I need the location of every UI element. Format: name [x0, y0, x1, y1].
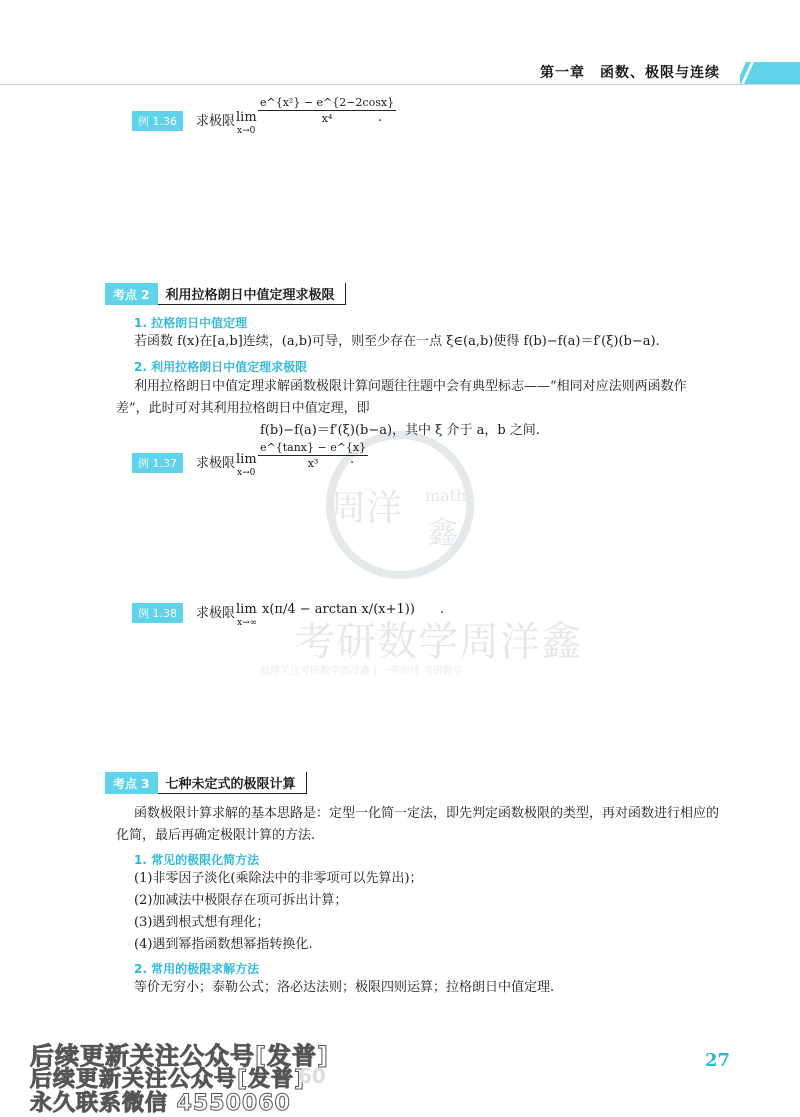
formula: f(b)−f(a)＝f′(ξ)(b−a)，其中 ξ 介于 a，b 之间. — [260, 423, 540, 438]
section-tag: 考点 3 — [105, 772, 158, 794]
section-title: 七种未定式的极限计算 — [158, 772, 307, 794]
section-title: 利用拉格朗日中值定理求极限 — [158, 283, 346, 305]
paragraph: 化简，最后再确定极限计算的方法. — [116, 828, 316, 843]
footer-ghost-text: 60 — [298, 1064, 326, 1088]
header-rule — [0, 84, 800, 85]
sub-heading: 2. 利用拉格朗日中值定理求极限 — [134, 360, 308, 374]
lim-subscript: x→0 — [237, 126, 256, 136]
fraction — [258, 96, 396, 125]
section-tag: 考点 2 — [105, 283, 158, 305]
example-prompt: 求极限 — [196, 114, 236, 129]
denominator: x⁴ — [321, 112, 333, 125]
list-item: (1)非零因子淡化(乘除法中的非零项可以先算出)； — [134, 871, 423, 886]
sub-heading: 1. 拉格朗日中值定理 — [134, 316, 248, 330]
lim-symbol: lim — [236, 602, 257, 617]
paragraph: 函数极限计算求解的基本思路是：定型一化简一定法，即先判定函数极限的类型，再对函数进行相应的 — [134, 806, 720, 821]
example-label: 例 1.37 — [132, 453, 183, 473]
sub-heading: 1. 常见的极限化简方法 — [134, 853, 260, 867]
section-heading — [105, 283, 346, 305]
list-item: (3)遇到根式想有理化； — [134, 915, 270, 930]
list-item: (4)遇到幂指函数想幂指转换化. — [134, 937, 313, 952]
example-label: 例 1.38 — [132, 603, 183, 623]
lim-symbol: lim — [236, 452, 257, 467]
paragraph: 利用拉格朗日中值定理求解函数极限计算问题往往题中会有典型标志——“相同对应法则两函数作 — [134, 379, 687, 394]
lim-subscript: x→∞ — [237, 618, 258, 628]
period: . — [378, 110, 383, 125]
footer-notice: 后续更新关注公众号[发普] — [30, 1067, 306, 1092]
page-number: 27 — [704, 1050, 730, 1071]
denominator: x³ — [307, 457, 319, 470]
numerator: e^{tanx} − e^{x} — [260, 441, 367, 454]
watermark-caption: 微博关注考研数学周洋鑫 | 一笑而过 考研数学 — [260, 666, 463, 677]
watermark-glyph: 鑫 — [428, 516, 458, 551]
watermark-math: math — [425, 486, 467, 505]
watermark-brand: 周洋 — [330, 488, 403, 529]
footer-contact: 永久联系微信 4550060 — [30, 1091, 291, 1116]
limit-expression: x(π/4 − arctan x/(x+1)) — [262, 602, 415, 617]
lim-symbol: lim — [236, 110, 257, 125]
example-prompt: 求极限 — [196, 606, 236, 621]
example-label: 例 1.36 — [132, 111, 183, 131]
paragraph: 若函数 f(x)在[a,b]连续，(a,b)可导，则至少存在一点 ξ∈(a,b)使得 f(b)−f(a)＝f′(ξ)(b−a). — [134, 334, 660, 349]
footer-notice: 后续更新关注公众号[发普] — [30, 1042, 329, 1070]
list-item: (2)加减法中极限存在项可拆出计算； — [134, 893, 348, 908]
numerator: e^{x²} − e^{2−2cosx} — [260, 96, 395, 109]
period: . — [350, 452, 355, 467]
period: . — [440, 602, 445, 617]
paragraph: 等价无穷小；泰勒公式；洛必达法则；极限四则运算；拉格朗日中值定理. — [134, 980, 555, 995]
example-prompt: 求极限 — [196, 456, 236, 471]
sub-heading: 2. 常用的极限求解方法 — [134, 962, 260, 976]
chapter-title: 第一章 函数、极限与连续 — [540, 65, 720, 81]
section-heading — [105, 772, 307, 794]
paragraph: 差”，此时可对其利用拉格朗日中值定理，即 — [116, 401, 370, 416]
header-accent-bar — [740, 62, 800, 84]
lim-subscript: x→0 — [237, 468, 256, 478]
watermark-text: 考研数学周洋鑫 — [295, 619, 582, 665]
